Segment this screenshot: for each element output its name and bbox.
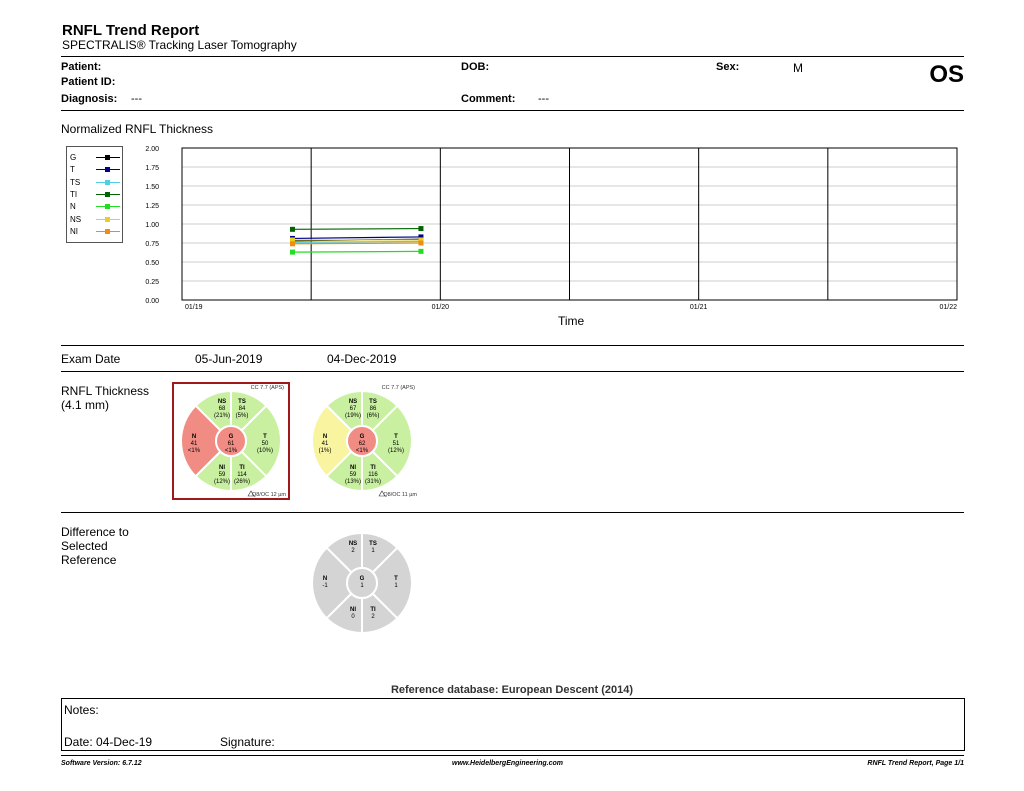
trend-section-title: Normalized RNFL Thickness bbox=[61, 122, 214, 136]
sector-label-ni: NI bbox=[219, 465, 225, 471]
comment-value: --- bbox=[538, 93, 549, 105]
sector-percent-ti: (26%) bbox=[233, 479, 251, 485]
legend-label: NI bbox=[70, 226, 78, 236]
sex-value: M bbox=[793, 61, 803, 75]
sector-value-ni: 0 bbox=[351, 614, 355, 620]
sector-label-ts: TS bbox=[369, 399, 377, 405]
sector-value-t: 51 bbox=[392, 441, 400, 447]
legend-marker bbox=[105, 192, 110, 197]
divider bbox=[61, 345, 964, 346]
sector-value-ni: 59 bbox=[218, 472, 226, 478]
sector-value-ns: 2 bbox=[351, 548, 355, 554]
sector-percent-n: <1% bbox=[187, 448, 201, 454]
sector-label-n: N bbox=[322, 576, 328, 582]
sector-label-ti: TI bbox=[370, 607, 376, 613]
exam-date: 04-Dec-2019 bbox=[327, 352, 397, 366]
sector-label-ns: NS bbox=[348, 541, 358, 547]
legend-marker bbox=[105, 167, 110, 172]
exam-date-label: Exam Date bbox=[61, 352, 121, 366]
sector-value-t: 1 bbox=[394, 583, 398, 589]
legend-item bbox=[70, 202, 122, 212]
sector-value-ti: 2 bbox=[371, 614, 375, 620]
diagnosis-label: Diagnosis: bbox=[61, 93, 118, 105]
data-point-n bbox=[418, 249, 423, 254]
eye-indicator: OS bbox=[929, 61, 964, 88]
sector-value-ns: 67 bbox=[349, 406, 357, 412]
y-tick-label: 1.25 bbox=[145, 203, 159, 210]
y-tick-label: 1.50 bbox=[145, 184, 159, 191]
notes-box[interactable] bbox=[61, 698, 965, 751]
patient-id-label: Patient ID: bbox=[61, 76, 116, 88]
legend-item bbox=[70, 190, 122, 200]
legend-marker bbox=[105, 229, 110, 234]
legend-item bbox=[70, 178, 122, 188]
series-line-n bbox=[293, 251, 421, 252]
sector-label-ns: NS bbox=[348, 399, 358, 405]
sector-label-ni: NI bbox=[350, 465, 356, 471]
sector-percent-ns: (21%) bbox=[213, 413, 231, 419]
legend-label: G bbox=[70, 153, 77, 162]
x-axis-label: Time bbox=[558, 314, 585, 328]
signature-label: Signature: bbox=[220, 735, 275, 749]
report-title: RNFL Trend Report bbox=[62, 22, 200, 39]
sector-label-t: T bbox=[394, 434, 398, 440]
software-version: Software Version: 6.7.12 bbox=[61, 760, 142, 767]
date-label: Date: 04-Dec-19 bbox=[64, 735, 153, 749]
trend-chart bbox=[130, 140, 970, 340]
sector-label-ts: TS bbox=[369, 541, 377, 547]
rnfl-circle-exam-1[interactable] bbox=[174, 384, 288, 498]
legend-marker bbox=[105, 217, 110, 222]
series-line-ti bbox=[293, 229, 421, 230]
difference-label: Reference bbox=[61, 553, 117, 567]
sector-percent-ts: (5%) bbox=[235, 413, 249, 419]
divider bbox=[61, 56, 964, 57]
sector-value-ts: 1 bbox=[371, 548, 375, 554]
sector-value-ti: 116 bbox=[368, 472, 378, 478]
legend-item bbox=[70, 227, 122, 237]
chart-legend bbox=[66, 146, 123, 243]
sector-percent-t: (10%) bbox=[256, 448, 274, 454]
y-tick-label: 2.00 bbox=[145, 146, 159, 153]
dob-label: DOB: bbox=[461, 61, 490, 73]
y-tick-label: 1.75 bbox=[145, 165, 159, 172]
sector-value-t: 50 bbox=[261, 441, 269, 447]
sector-value-g: 61 bbox=[227, 441, 235, 447]
sector-percent-ts: (6%) bbox=[366, 413, 380, 419]
y-tick-label: 0.75 bbox=[145, 241, 159, 248]
legend-label: TS bbox=[70, 177, 81, 187]
page-number: RNFL Trend Report, Page 1/1 bbox=[867, 760, 964, 767]
sector-label-ti: TI bbox=[370, 465, 376, 471]
series-line-t bbox=[293, 237, 421, 239]
difference-label: Selected bbox=[61, 539, 108, 553]
comment-label: Comment: bbox=[461, 93, 516, 105]
diagnosis-value: --- bbox=[131, 93, 142, 105]
divider bbox=[61, 755, 964, 756]
divider bbox=[61, 512, 964, 513]
rnfl-thickness-label: RNFL Thickness bbox=[61, 384, 150, 398]
data-point-ni bbox=[418, 241, 423, 246]
legend-item bbox=[70, 215, 122, 225]
legend-label: N bbox=[70, 202, 76, 212]
legend-marker bbox=[105, 204, 110, 209]
rnfl-difference-circle bbox=[305, 526, 419, 640]
data-point-ni bbox=[290, 241, 295, 246]
notes-label: Notes: bbox=[64, 703, 99, 717]
legend-label: NS bbox=[70, 214, 82, 224]
circle-quality: Q8/OC 11 µm bbox=[383, 492, 417, 498]
circle-scan-info: CC 7.7 (APS) bbox=[250, 385, 284, 391]
x-tick-label: 01/19 bbox=[185, 304, 203, 311]
data-point-n bbox=[290, 250, 295, 255]
sector-value-ts: 86 bbox=[369, 406, 377, 412]
sector-label-g: G bbox=[228, 434, 234, 440]
exam-date: 05-Jun-2019 bbox=[195, 352, 263, 366]
circle-scan-info: CC 7.7 (APS) bbox=[381, 385, 415, 391]
y-tick-label: 0.00 bbox=[145, 298, 159, 305]
y-tick-label: 0.50 bbox=[145, 260, 159, 267]
difference-label: Difference to bbox=[61, 525, 129, 539]
x-tick-label: 01/22 bbox=[939, 304, 957, 311]
patient-label: Patient: bbox=[61, 61, 102, 73]
sector-value-ns: 68 bbox=[218, 406, 226, 412]
legend-label: T bbox=[70, 165, 75, 175]
report-subtitle: SPECTRALIS® Tracking Laser Tomography bbox=[62, 38, 297, 52]
sector-value-n: -1 bbox=[322, 583, 328, 589]
legend-label: TI bbox=[70, 189, 78, 199]
x-tick-label: 01/21 bbox=[689, 304, 708, 311]
sex-label: Sex: bbox=[716, 61, 740, 73]
sector-percent-ti: (31%) bbox=[364, 479, 382, 485]
sector-label-ti: TI bbox=[239, 465, 245, 471]
y-tick-label: 1.00 bbox=[145, 222, 159, 229]
circle-quality: Q8/OC 12 µm bbox=[251, 492, 286, 498]
sector-value-g: 62 bbox=[358, 441, 366, 447]
legend-marker bbox=[105, 155, 110, 160]
y-tick-label: 0.25 bbox=[145, 279, 159, 286]
sector-label-t: T bbox=[394, 576, 398, 582]
sector-value-ti: 114 bbox=[237, 472, 247, 478]
data-point-ti bbox=[418, 226, 423, 231]
website-link[interactable]: www.HeidelbergEngineering.com bbox=[452, 760, 563, 767]
sector-percent-ni: (13%) bbox=[344, 479, 362, 485]
sector-value-g: 1 bbox=[360, 583, 364, 589]
sector-label-ni: NI bbox=[350, 607, 356, 613]
divider bbox=[61, 371, 964, 372]
sector-label-t: T bbox=[263, 434, 267, 440]
sector-percent-n: (1%) bbox=[318, 448, 332, 454]
legend-item bbox=[70, 153, 122, 163]
rnfl-circle-exam-2[interactable] bbox=[305, 384, 419, 498]
sector-label-n: N bbox=[191, 434, 197, 440]
data-point-ti bbox=[290, 227, 295, 232]
legend-item bbox=[70, 165, 122, 175]
sector-percent-t: (12%) bbox=[387, 448, 405, 454]
sector-percent-g: <1% bbox=[224, 448, 238, 454]
series-line-ni bbox=[293, 243, 421, 244]
reference-database: Reference database: European Descent (2014) bbox=[390, 684, 634, 696]
sector-percent-ns: (19%) bbox=[344, 413, 362, 419]
sector-value-n: 41 bbox=[190, 441, 198, 447]
sector-percent-g: <1% bbox=[355, 448, 369, 454]
sector-label-ts: TS bbox=[238, 399, 246, 405]
sector-label-g: G bbox=[359, 576, 365, 582]
legend-marker bbox=[105, 180, 110, 185]
sector-value-n: 41 bbox=[321, 441, 329, 447]
divider bbox=[61, 110, 964, 111]
x-tick-label: 01/20 bbox=[431, 304, 450, 311]
sector-value-ni: 59 bbox=[349, 472, 357, 478]
sector-percent-ni: (12%) bbox=[213, 479, 231, 485]
sector-label-g: G bbox=[359, 434, 365, 440]
sector-label-n: N bbox=[322, 434, 328, 440]
rnfl-diameter-label: (4.1 mm) bbox=[61, 398, 109, 412]
series-line-ts bbox=[293, 241, 421, 242]
sector-value-ts: 84 bbox=[238, 406, 246, 412]
sector-label-ns: NS bbox=[217, 399, 227, 405]
